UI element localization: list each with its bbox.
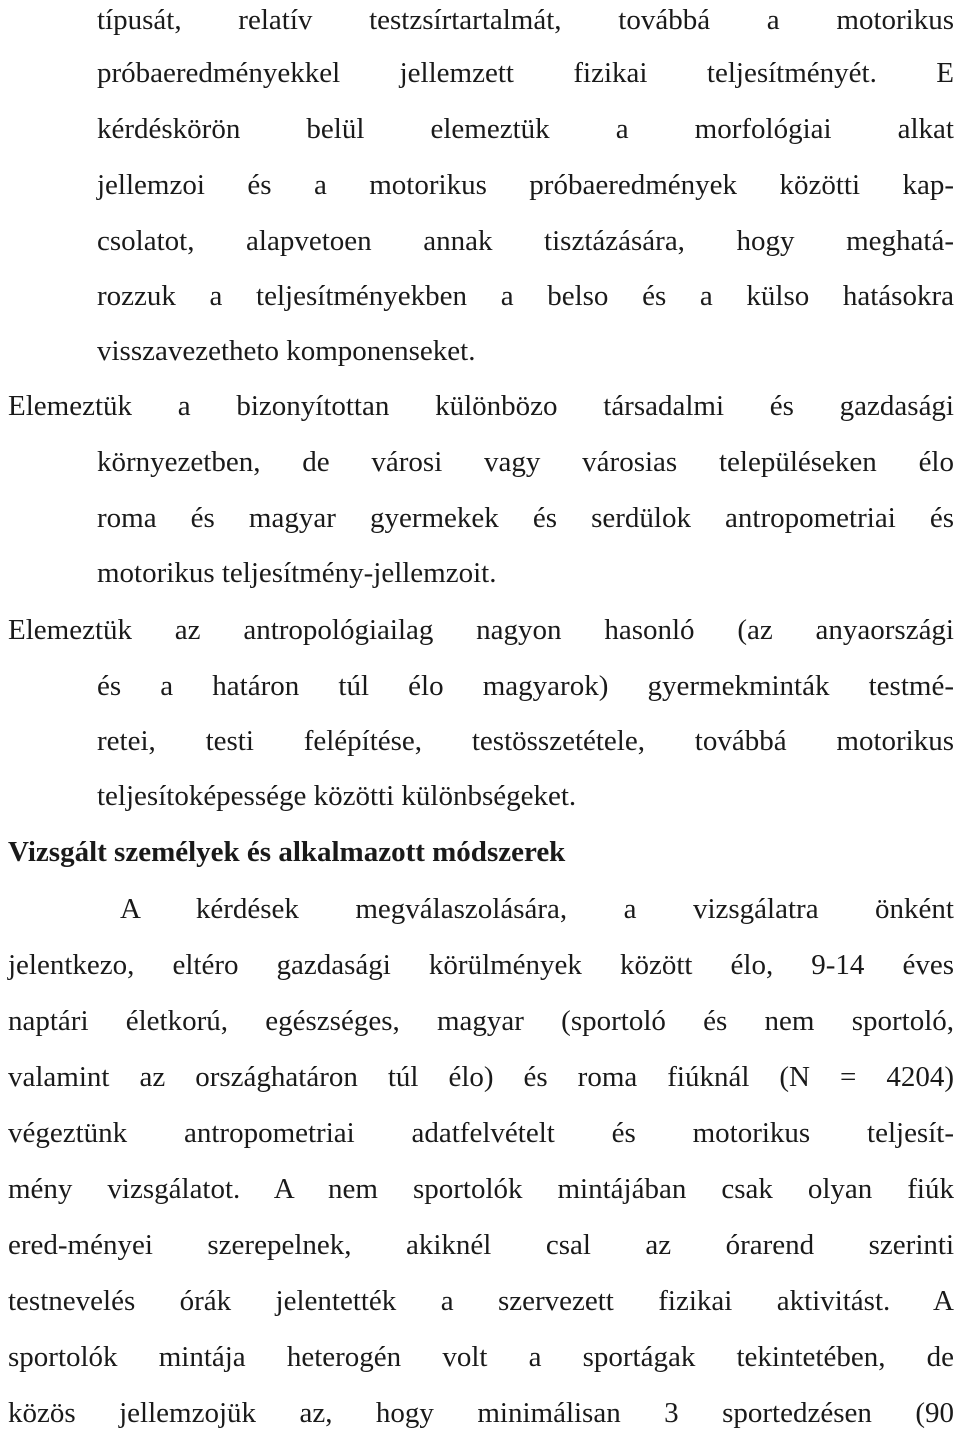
- paragraph-first-line: A kérdések megválaszolására, a vizsgálatra önként: [120, 893, 954, 925]
- text-line: jelentkezo, eltéro gazdasági körülmények között élo, 9-14 éves: [8, 949, 954, 981]
- text-line: végeztünk antropometriai adatfelvételt és motorikus teljesít-: [8, 1117, 954, 1149]
- text-line: közös jellemzojük az, hogy minimálisan 3 sportedzésen (90: [8, 1397, 954, 1429]
- text-line: teljesítoképessége közötti különbségeket.: [97, 780, 577, 812]
- text-line: csolatot, alapvetoen annak tisztázására, hogy meghatá-: [97, 225, 954, 257]
- text-line: roma és magyar gyermekek és serdülok antropometriai és: [97, 502, 954, 534]
- text-line: kérdéskörön belül elemeztük a morfológiai alkat: [97, 113, 954, 145]
- text-line: mény vizsgálatot. A nem sportolók mintájában csak olyan fiúk: [8, 1173, 954, 1205]
- text-line: ered-ményei szerepelnek, akiknél csal az órarend szerinti: [8, 1229, 954, 1261]
- text-line: visszavezetheto komponenseket.: [97, 335, 476, 367]
- text-line: testnevelés órák jelentették a szervezett fizikai aktivitást. A: [8, 1285, 954, 1317]
- text-line: rozzuk a teljesítményekben a belso és a külso hatásokra: [97, 280, 954, 312]
- list-item-first-line: Elemeztük az antropológiailag nagyon hasonló (az anyaországi: [8, 614, 954, 646]
- text-line: típusát, relatív testzsírtartalmát, továbbá a motorikus: [97, 4, 954, 36]
- text-line: és a határon túl élo magyarok) gyermekminták testmé-: [97, 670, 954, 702]
- text-line: jellemzoi és a motorikus próbaeredmények közötti kap-: [97, 169, 954, 201]
- text-line: valamint az országhatáron túl élo) és roma fiúknál (N = 4204): [8, 1061, 954, 1093]
- text-line: naptári életkorú, egészséges, magyar (sportoló és nem sportoló,: [8, 1005, 954, 1037]
- text-line: motorikus teljesítmény-jellemzoit.: [97, 557, 497, 589]
- text-line: környezetben, de városi vagy városias településeken élo: [97, 446, 954, 478]
- section-heading: Vizsgált személyek és alkalmazott módszerek: [8, 836, 566, 868]
- text-line: próbaeredményekkel jellemzett fizikai teljesítményét. E: [97, 57, 954, 89]
- text-line: sportolók mintája heterogén volt a sportágak tekintetében, de: [8, 1341, 954, 1373]
- text-line: retei, testi felépítése, testösszetétele, továbbá motorikus: [97, 725, 954, 757]
- list-item-first-line: Elemeztük a bizonyítottan különbözo társadalmi és gazdasági: [8, 390, 954, 422]
